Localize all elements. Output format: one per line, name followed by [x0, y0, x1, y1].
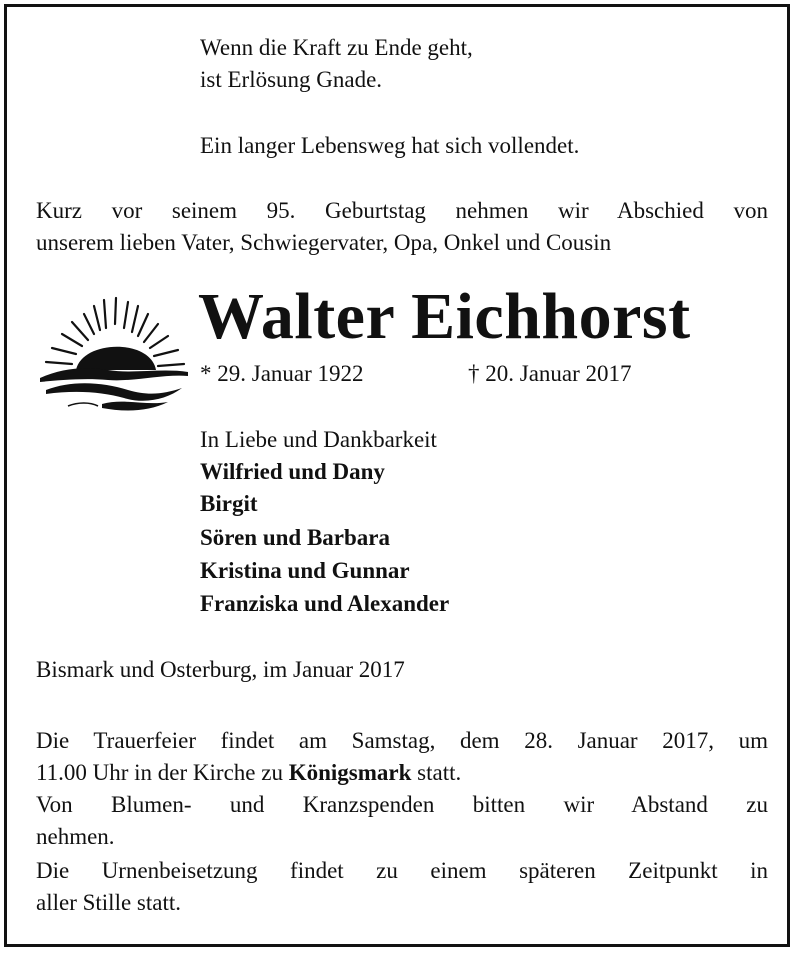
mourner-name: Sören und Barbara — [200, 525, 391, 550]
mourner-name: Franziska und Alexander — [200, 591, 450, 616]
death-date: † 20. Januar 2017 — [468, 361, 632, 386]
notice-line-2: 11.00 Uhr in der Kirche zu Königsmark statt. — [36, 760, 462, 785]
church-name: Königsmark — [288, 760, 412, 785]
place-date: Bismark und Osterburg, im Januar 2017 — [36, 657, 405, 682]
notice-line-6: aller Stille statt. — [36, 890, 181, 915]
notice-line-3: Von Blumen- und Kranzspenden bitten wir Abstand zu — [36, 792, 768, 817]
intro-line-2: unserem lieben Vater, Schwiegervater, Opa, Onkel und Cousin — [36, 230, 612, 255]
intro-line-1: Kurz vor seinem 95. Geburtstag nehmen wir Abschied von — [36, 198, 768, 223]
birth-date: * 29. Januar 1922 — [200, 361, 364, 386]
poem-line-1: Wenn die Kraft zu Ende geht, — [200, 35, 473, 60]
notice-line-1: Die Trauerfeier findet am Samstag, dem 28. Januar 2017, um — [36, 728, 768, 753]
poem-line-3: Ein langer Lebensweg hat sich vollendet. — [200, 133, 580, 158]
deceased-name: Walter Eichhorst — [198, 280, 691, 353]
notice-line-4: nehmen. — [36, 824, 115, 849]
mourner-name: Wilfried und Dany — [200, 459, 385, 484]
notice-line-5: Die Urnenbeisetzung findet zu einem späteren Zeitpunkt in — [36, 858, 768, 883]
mourner-name: Birgit — [200, 491, 258, 516]
mourners-heading: In Liebe und Dankbarkeit — [200, 427, 437, 452]
sunset-hills-icon — [32, 290, 192, 420]
poem-line-2: ist Erlösung Gnade. — [200, 67, 383, 92]
mourner-name: Kristina und Gunnar — [200, 558, 410, 583]
